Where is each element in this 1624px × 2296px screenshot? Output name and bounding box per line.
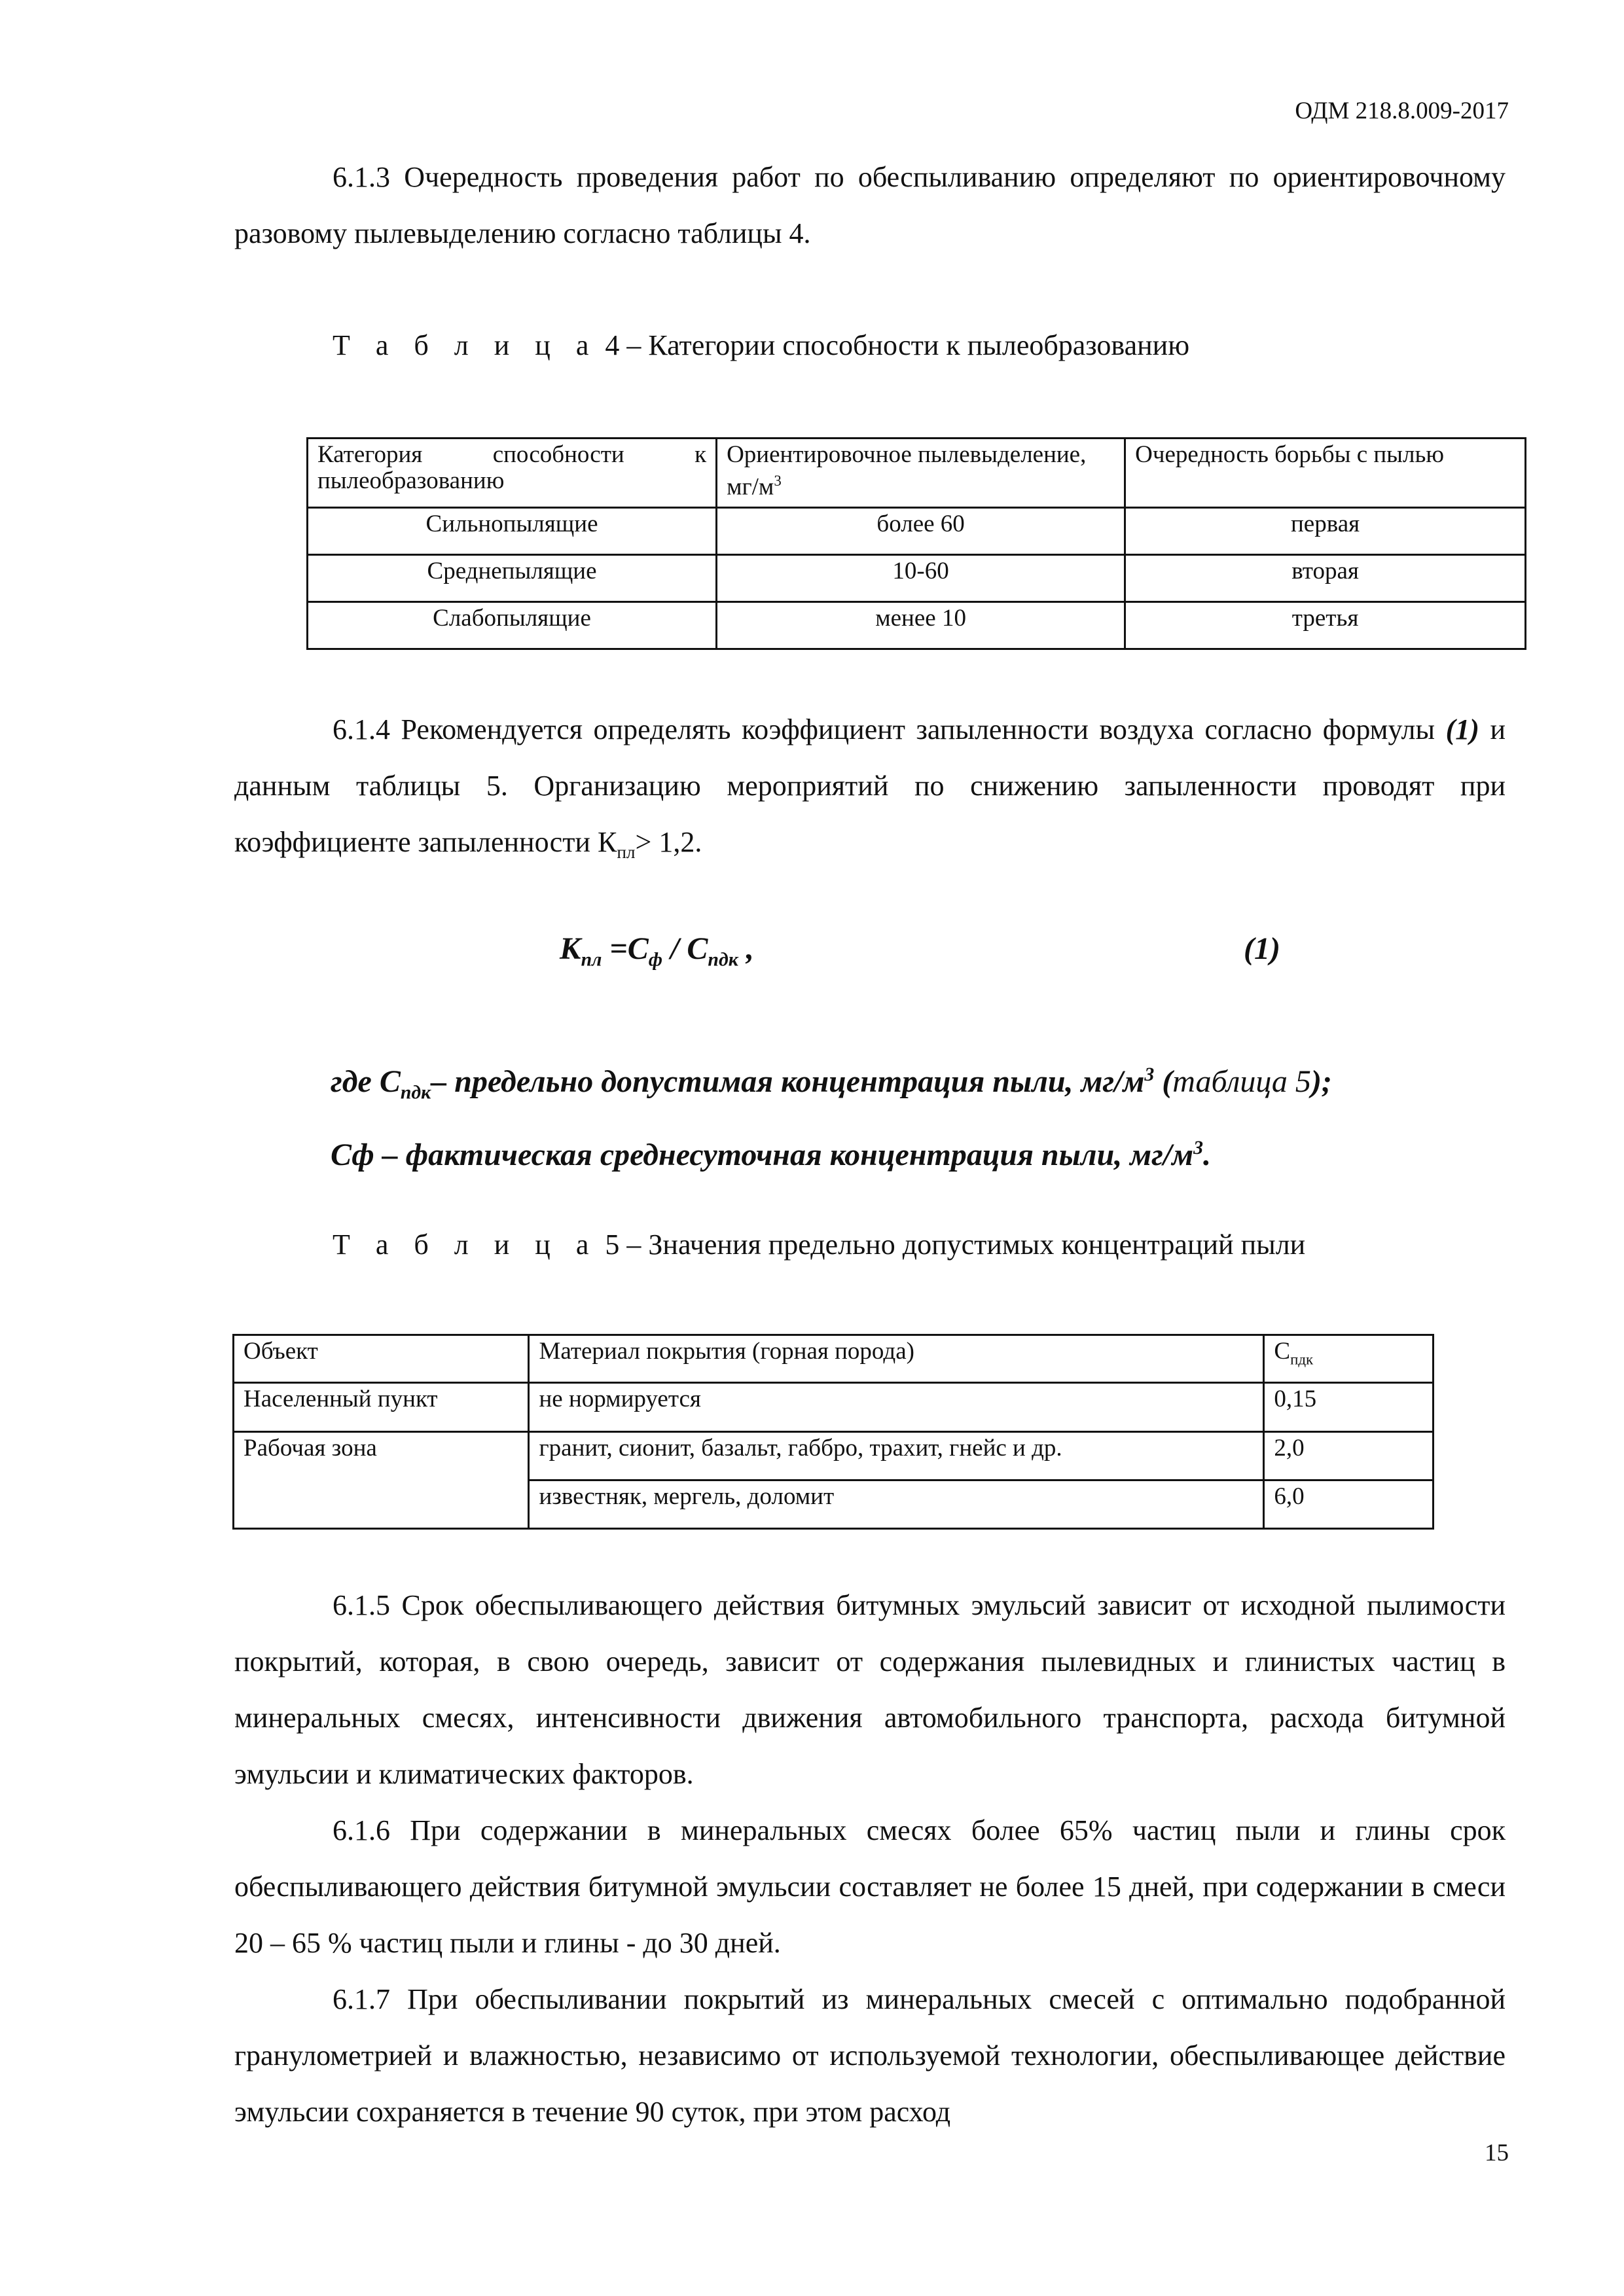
header-cell: Очередность борьбы с пылью xyxy=(1125,439,1526,508)
formula-reference: (1) xyxy=(1445,713,1479,745)
table-cell: не нормируется xyxy=(529,1383,1264,1432)
legend-text: ); xyxy=(1310,1064,1332,1099)
legend-line xyxy=(331,1047,1542,1121)
table-cell: Слабопылящие xyxy=(308,602,717,649)
table-cell: первая xyxy=(1125,508,1526,555)
table4-caption xyxy=(333,329,1189,362)
paragraph-text: > 1,2. xyxy=(635,826,702,858)
table-cell: третья xyxy=(1125,602,1526,649)
table5-caption xyxy=(333,1228,1305,1261)
table-cell: 6,0 xyxy=(1264,1480,1434,1529)
paragraph-text: 6.1.3 Очередность проведения работ по обеспыливанию определяют по ориентировочному разовому пылевыделению согласно таблицы 4. xyxy=(234,161,1506,249)
table-cell: 0,15 xyxy=(1264,1383,1434,1432)
formula-number: (1) xyxy=(1244,931,1280,966)
page-number: 15 xyxy=(1485,2140,1509,2166)
legend-text: где С xyxy=(331,1064,401,1099)
paragraph-text: 6.1.4 Рекомендуется определять коэффициент запыленности воздуха согласно формулы xyxy=(333,713,1446,745)
table-row xyxy=(234,1432,1434,1480)
paragraph-6-1-7 xyxy=(234,1971,1506,2140)
caption-word: Т а б л и ц а xyxy=(333,329,598,361)
document-code: ОДМ 218.8.009-2017 xyxy=(1295,98,1509,124)
table-cell: более 60 xyxy=(717,508,1125,555)
superscript: 3 xyxy=(774,473,782,489)
paragraph-6-1-4 xyxy=(234,702,1506,880)
header-text: Ориентировочное пылевыделение, мг/м xyxy=(727,441,1087,501)
table-5 xyxy=(232,1334,1434,1530)
subscript: пдк xyxy=(400,1081,431,1103)
table-cell: 2,0 xyxy=(1264,1432,1434,1480)
subscript: пл xyxy=(581,948,602,971)
table-cell: 10-60 xyxy=(717,555,1125,602)
table-cell: вторая xyxy=(1125,555,1526,602)
legend-text: – предельно допустимая концентрация пыли, мг/м xyxy=(431,1064,1145,1099)
formula-part: =С xyxy=(602,931,649,966)
subscript: ф xyxy=(648,948,663,971)
formula-part: , xyxy=(738,931,754,966)
table-cell: Населенный пункт xyxy=(234,1383,529,1432)
formula-part: К xyxy=(560,931,581,966)
subscript: пдк xyxy=(708,948,738,971)
formula xyxy=(560,931,754,971)
paragraph-text: и данным таблицы 5. Организацию мероприятий по снижению запыленности проводят при коэффициенте запыленности К xyxy=(234,713,1506,858)
table-row xyxy=(308,602,1526,649)
table-4 xyxy=(306,437,1526,650)
legend-text: ( xyxy=(1154,1064,1173,1099)
subscript: пл xyxy=(617,842,636,862)
table-cell: Рабочая зона xyxy=(234,1432,529,1529)
header-cell: Материал покрытия (горная порода) xyxy=(529,1335,1264,1383)
table-cell: известняк, мергель, доломит xyxy=(529,1480,1264,1529)
legend-reference: таблица 5 xyxy=(1172,1064,1311,1099)
superscript: 3 xyxy=(1144,1064,1155,1085)
table-cell: Среднепылящие xyxy=(308,555,717,602)
table-cell: Сильнопылящие xyxy=(308,508,717,555)
superscript: 3 xyxy=(1193,1136,1203,1158)
paragraph-6-1-3 xyxy=(234,149,1506,262)
paragraph-6-1-5 xyxy=(234,1577,1506,1803)
legend-line xyxy=(331,1121,1542,1183)
table-row xyxy=(308,555,1526,602)
table-cell: менее 10 xyxy=(717,602,1125,649)
header-cell xyxy=(717,439,1125,508)
table-header-row xyxy=(234,1335,1434,1383)
header-cell: Объект xyxy=(234,1335,529,1383)
paragraph-6-1-6 xyxy=(234,1803,1506,1971)
formula-legend xyxy=(331,1047,1542,1183)
table-header-row xyxy=(308,439,1526,508)
header-cell xyxy=(1264,1335,1434,1383)
caption-text: 4 – Категории способности к пылеобразованию xyxy=(598,329,1190,361)
table-row xyxy=(308,508,1526,555)
header-cell: Категория способности к пылеобразованию xyxy=(308,439,717,508)
legend-text: Сф – фактическая среднесуточная концентрация пыли, мг/м xyxy=(331,1137,1194,1172)
table-row xyxy=(234,1383,1434,1432)
legend-text: . xyxy=(1202,1137,1211,1172)
header-text: С xyxy=(1274,1338,1291,1365)
paragraph-text: 6.1.7 При обеспыливании покрытий из минеральных смесей с оптимально подобранной гранулометрией и влажностью, независимо от используемой технологии, обеспыливающее действие эмульсии сохраняется в течение 90 суток, при этом расход xyxy=(234,1983,1506,2128)
paragraph-text: 6.1.5 Срок обеспыливающего действия битумных эмульсий зависит от исходной пылимости покрытий, которая, в свою очередь, зависит от содержания пылевидных и глинистых частиц в минеральных смесях, интенсивности движения автомобильного транспорта, расхода битумной эмульсии и климатических факторов. xyxy=(234,1589,1506,1790)
paragraph-text: 6.1.6 При содержании в минеральных смесях более 65% частиц пыли и глины срок обеспыливающего действия битумной эмульсии составляет не более 15 дней, при содержании в смеси 20 – 65 % частиц пыли и глины - до 30 дней. xyxy=(234,1814,1506,1959)
table-cell: гранит, сионит, базальт, габбро, трахит, гнейс и др. xyxy=(529,1432,1264,1480)
formula-part: / С xyxy=(662,931,708,966)
subscript: пдк xyxy=(1290,1351,1314,1368)
caption-word: Т а б л и ц а xyxy=(333,1229,598,1261)
caption-text: 5 – Значения предельно допустимых концентраций пыли xyxy=(598,1229,1306,1261)
